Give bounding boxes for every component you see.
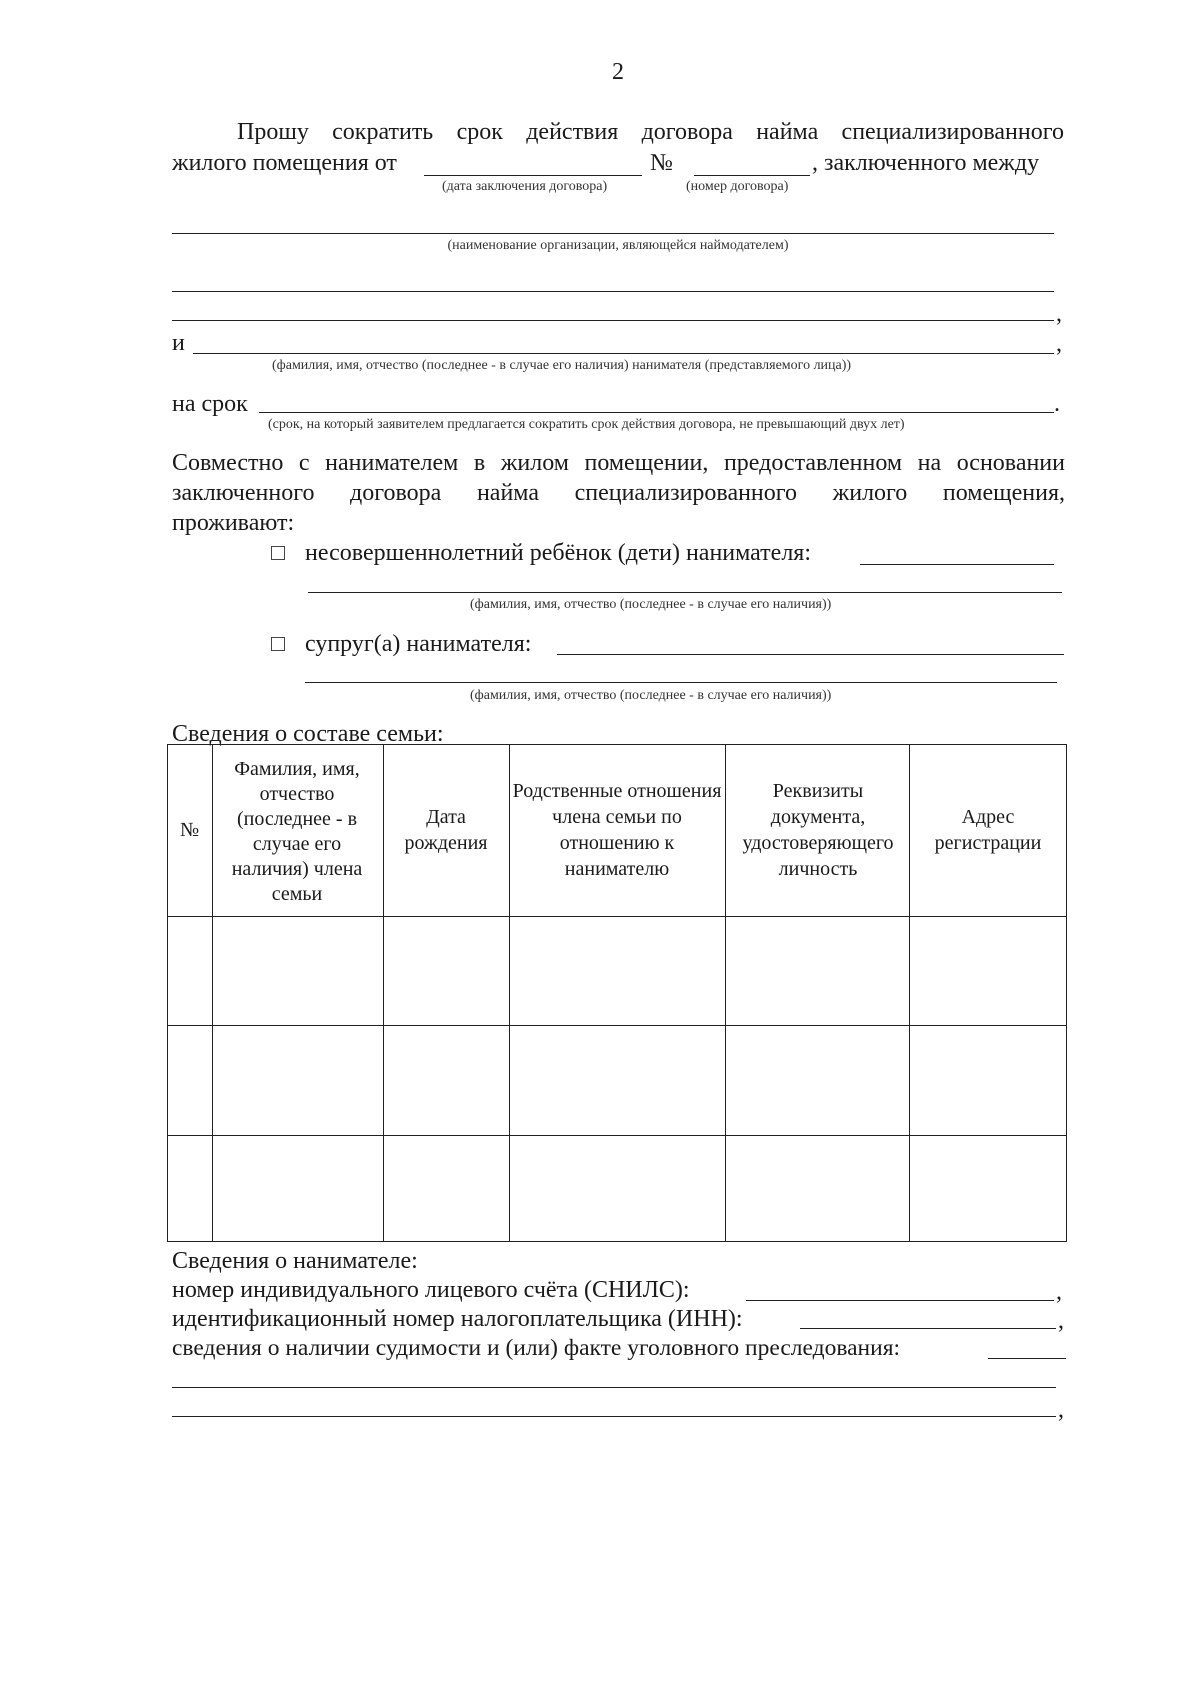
residents-paragraph xyxy=(172,449,1065,507)
snils-field[interactable] xyxy=(746,1300,1054,1301)
criminal-field[interactable] xyxy=(988,1358,1066,1359)
header-id-document: Реквизиты документа, удостоверяющего личность xyxy=(742,780,894,880)
spouse-label: супруг(а) нанимателя: xyxy=(305,631,532,657)
tenant-name-comma: , xyxy=(1056,331,1062,357)
header-reg-address: Адрес регистрации xyxy=(934,806,1042,854)
landlord-org-field[interactable] xyxy=(172,233,1054,234)
header-relationship: Родственные отношения члена семьи по отношению к нанимателю xyxy=(512,780,722,880)
spouse-checkbox[interactable] xyxy=(271,637,285,651)
caption-contract-number: (номер договора) xyxy=(686,179,789,194)
spouse-name-field-2[interactable] xyxy=(305,682,1057,683)
tenant-name-field[interactable] xyxy=(193,353,1054,354)
child-name-field-2[interactable] xyxy=(308,592,1062,593)
table-row[interactable] xyxy=(168,1136,1066,1241)
term-label: на срок xyxy=(172,391,248,417)
number-sign: № xyxy=(650,150,673,176)
contract-date-field[interactable] xyxy=(424,175,642,176)
residents-line-1: Совместно с нанимателем в жилом помещении, предоставленном на основании xyxy=(172,450,1065,476)
and-label: и xyxy=(172,330,185,356)
tenant-line-1[interactable] xyxy=(172,291,1054,292)
table-row[interactable] xyxy=(168,917,1066,1024)
tenant-line-2-comma: , xyxy=(1056,301,1062,327)
residents-line-3: проживают: xyxy=(172,510,295,536)
header-birth-date: Дата рождения xyxy=(404,806,488,854)
caption-child: (фамилия, имя, отчество (последнее - в случае его наличия)) xyxy=(470,597,832,612)
inn-label: идентификационный номер налогоплательщика (ИНН): xyxy=(172,1306,743,1332)
page-number: 2 xyxy=(612,59,624,85)
caption-contract-date: (дата заключения договора) xyxy=(442,179,608,194)
family-title: Сведения о составе семьи: xyxy=(172,721,444,747)
caption-tenant: (фамилия, имя, отчество (последнее - в случае его наличия) нанимателя (представляемого лица)) xyxy=(272,358,852,373)
header-number: № xyxy=(179,819,200,841)
child-name-field[interactable] xyxy=(860,564,1054,565)
caption-spouse: (фамилия, имя, отчество (последнее - в случае его наличия)) xyxy=(470,688,832,703)
residents-line-2: заключенного договора найма специализированного жилого помещения, xyxy=(172,480,1065,506)
child-label: несовершеннолетний ребёнок (дети) нанимателя: xyxy=(305,540,812,566)
child-checkbox[interactable] xyxy=(271,546,285,560)
spouse-name-field[interactable] xyxy=(557,654,1064,655)
term-field[interactable] xyxy=(259,412,1054,413)
snils-label: номер индивидуального лицевого счёта (СНИЛС): xyxy=(172,1277,690,1303)
criminal-comma: , xyxy=(1058,1397,1064,1423)
request-line-2-prefix: жилого помещения от xyxy=(172,150,397,176)
contract-number-field[interactable] xyxy=(694,175,810,176)
term-period: . xyxy=(1054,391,1060,417)
inn-comma: , xyxy=(1058,1308,1064,1334)
request-line-1: Прошу сократить срок действия договора найма специализированного xyxy=(237,119,1064,145)
tenant-line-2[interactable] xyxy=(172,320,1054,321)
table-row[interactable] xyxy=(168,1026,1066,1134)
criminal-label: сведения о наличии судимости и (или) факте уголовного преследования: xyxy=(172,1335,901,1361)
criminal-field-2[interactable] xyxy=(172,1387,1056,1388)
caption-term: (срок, на который заявителем предлагается сократить срок действия договора, не превышающий двух лет) xyxy=(268,417,905,432)
caption-landlord-org: (наименование организации, являющейся наймодателем) xyxy=(447,238,789,253)
criminal-field-3[interactable] xyxy=(172,1416,1056,1417)
header-full-name: Фамилия, имя, отчество (последнее - в случае его наличия) члена семьи xyxy=(231,758,363,905)
inn-field[interactable] xyxy=(800,1328,1056,1329)
tenant-info-title: Сведения о нанимателе: xyxy=(172,1248,418,1274)
snils-comma: , xyxy=(1056,1279,1062,1305)
request-line-2-suffix: , заключенного между xyxy=(812,150,1040,176)
